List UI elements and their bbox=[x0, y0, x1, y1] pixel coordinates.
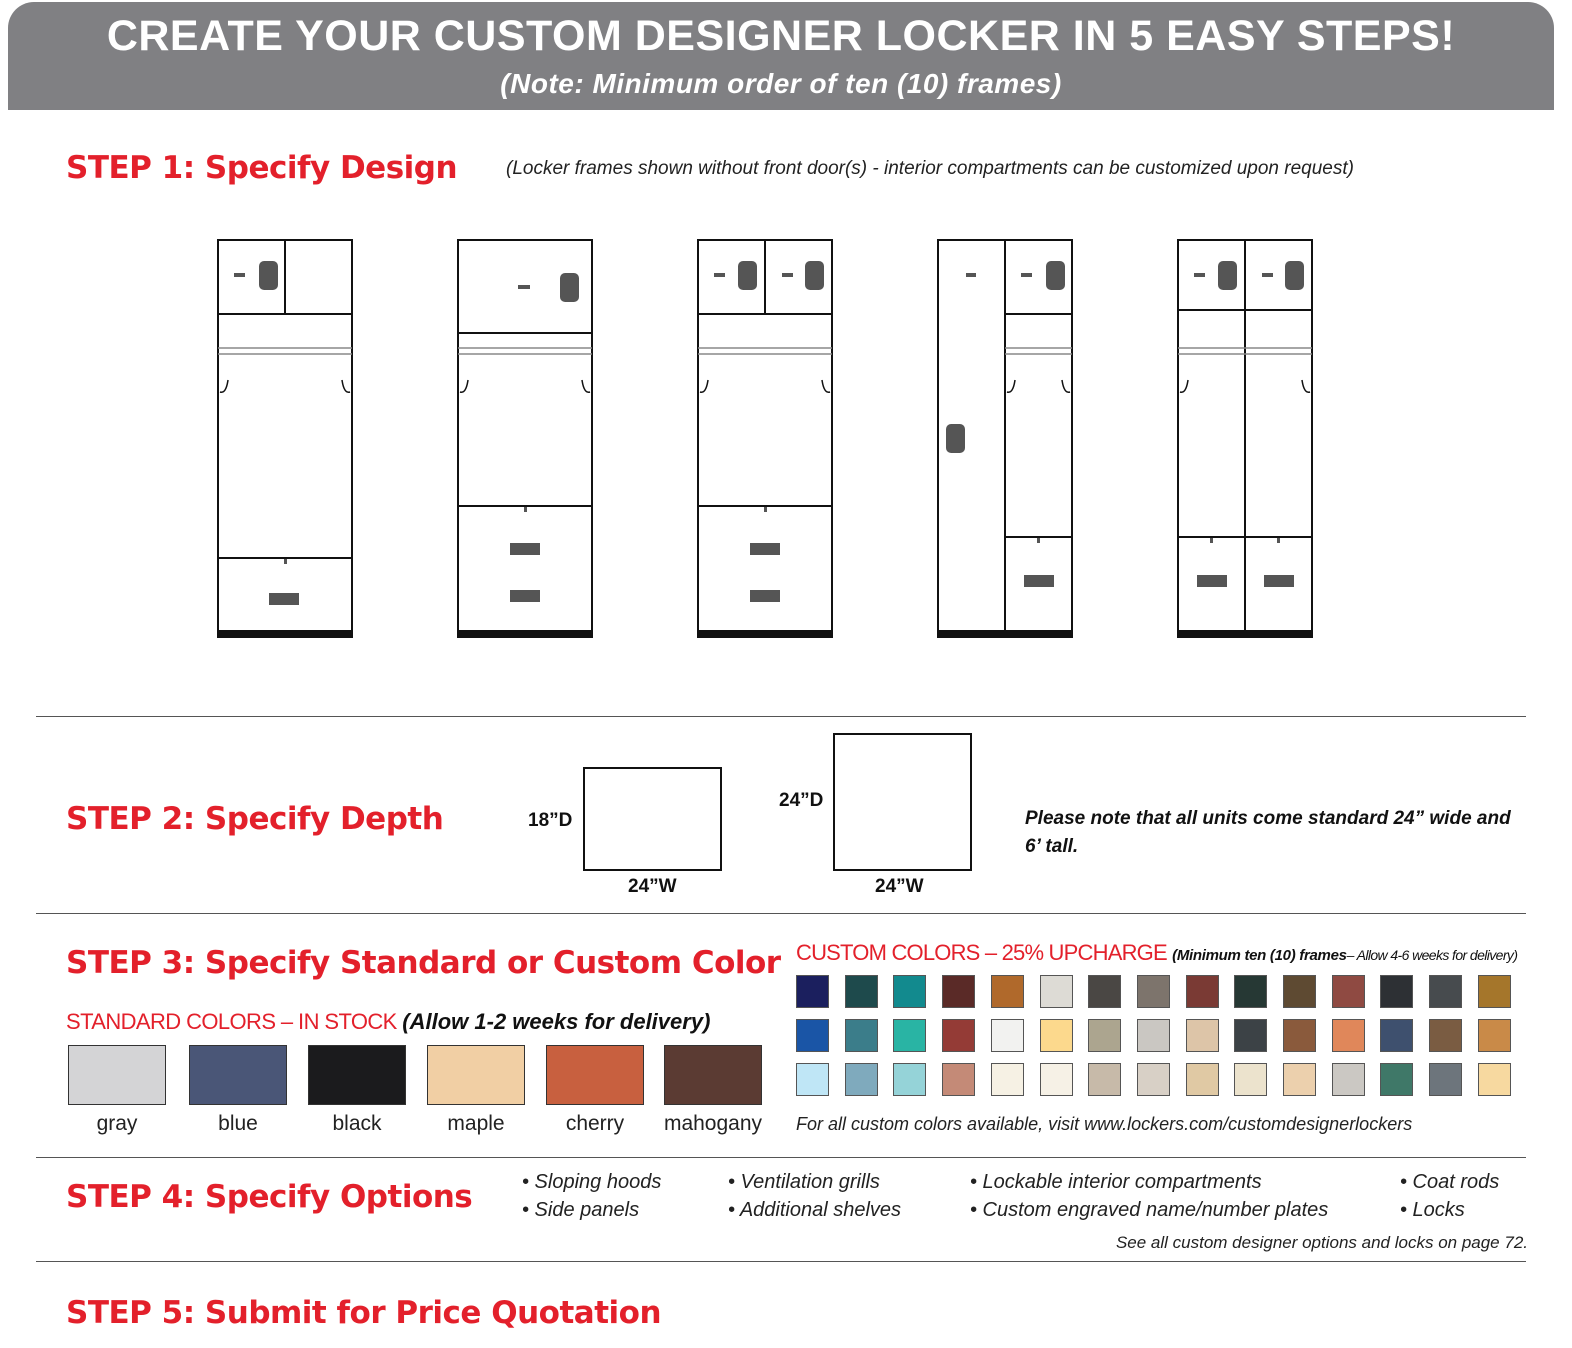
option-engraved-plates: • Custom engraved name/number plates bbox=[970, 1199, 1329, 1221]
custom-color-swatch[interactable] bbox=[991, 1063, 1024, 1096]
custom-color-swatch[interactable] bbox=[1137, 1019, 1170, 1052]
step4-title: STEP 4: Specify Options bbox=[66, 1179, 473, 1215]
depth-24-label: 24”D bbox=[779, 790, 824, 811]
custom-color-swatch[interactable] bbox=[1137, 975, 1170, 1008]
custom-color-swatch[interactable] bbox=[1234, 975, 1267, 1008]
standard-color-swatch-cherry[interactable] bbox=[546, 1045, 644, 1105]
option-locks: • Locks bbox=[1400, 1199, 1465, 1221]
divider bbox=[36, 1157, 1526, 1158]
custom-color-swatch[interactable] bbox=[991, 975, 1024, 1008]
custom-color-swatch[interactable] bbox=[1283, 1019, 1316, 1052]
custom-color-swatch[interactable] bbox=[796, 975, 829, 1008]
custom-colors-heading-text: CUSTOM COLORS – 25% UPCHARGE bbox=[796, 940, 1167, 965]
option-additional-shelves: • Additional shelves bbox=[728, 1199, 902, 1221]
standard-color-label: black bbox=[332, 1112, 382, 1135]
standard-color-swatch-blue[interactable] bbox=[189, 1045, 287, 1105]
standard-color-swatch-black[interactable] bbox=[308, 1045, 406, 1105]
custom-color-swatch[interactable] bbox=[991, 1019, 1024, 1052]
custom-color-swatch[interactable] bbox=[1186, 1063, 1219, 1096]
custom-color-swatch[interactable] bbox=[1234, 1019, 1267, 1052]
standard-colors-heading bbox=[66, 1009, 710, 1035]
custom-color-swatch[interactable] bbox=[893, 975, 926, 1008]
depth-18-label: 18”D bbox=[528, 810, 573, 831]
width-label-a: 24”W bbox=[628, 876, 677, 897]
custom-colors-link-note: For all custom colors available, visit www.lockers.com/customdesignerlockers bbox=[796, 1114, 1413, 1134]
custom-color-swatch[interactable] bbox=[1478, 1063, 1511, 1096]
locker-design-3[interactable] bbox=[697, 240, 833, 638]
custom-color-swatch[interactable] bbox=[1283, 1063, 1316, 1096]
custom-color-swatch[interactable] bbox=[1332, 1019, 1365, 1052]
custom-color-swatch[interactable] bbox=[942, 1019, 975, 1052]
step3-title: STEP 3: Specify Standard or Custom Color bbox=[66, 945, 781, 981]
custom-color-swatch[interactable] bbox=[1380, 1063, 1413, 1096]
locker-design-4[interactable] bbox=[937, 240, 1073, 638]
step1-note: (Locker frames shown without front door(s) - interior compartments can be customized upon request) bbox=[506, 158, 1354, 179]
custom-colors-heading bbox=[796, 940, 1517, 966]
options-page-reference: See all custom designer options and locks on page 72. bbox=[1115, 1233, 1528, 1252]
custom-color-swatch[interactable] bbox=[1186, 1019, 1219, 1052]
standard-colors-delivery-note: (Allow 1-2 weeks for delivery) bbox=[402, 1009, 711, 1034]
depth-option-18[interactable] bbox=[583, 767, 722, 871]
custom-color-swatch[interactable] bbox=[845, 975, 878, 1008]
step1-title: STEP 1: Specify Design bbox=[66, 150, 458, 186]
custom-color-swatch[interactable] bbox=[845, 1063, 878, 1096]
custom-colors-delivery-note: – Allow 4-6 weeks for delivery) bbox=[1346, 947, 1518, 963]
width-label-b: 24”W bbox=[875, 876, 924, 897]
option-side-panels: • Side panels bbox=[522, 1199, 640, 1221]
standard-color-swatch-maple[interactable] bbox=[427, 1045, 525, 1105]
custom-color-swatch[interactable] bbox=[1429, 1063, 1462, 1096]
custom-color-swatch[interactable] bbox=[893, 1019, 926, 1052]
custom-color-swatch[interactable] bbox=[1234, 1063, 1267, 1096]
standard-color-swatch-mahogany[interactable] bbox=[664, 1045, 762, 1105]
custom-color-swatch[interactable] bbox=[1088, 975, 1121, 1008]
page-title: CREATE YOUR CUSTOM DESIGNER LOCKER IN 5 EASY STEPS! bbox=[106, 12, 1456, 60]
locker-design-2[interactable] bbox=[457, 240, 593, 638]
standard-color-label: gray bbox=[96, 1112, 138, 1135]
divider bbox=[36, 1261, 1526, 1262]
option-sloping-hoods: • Sloping hoods bbox=[522, 1171, 662, 1193]
option-ventilation-grills: • Ventilation grills bbox=[728, 1171, 880, 1193]
custom-color-swatch[interactable] bbox=[1283, 975, 1316, 1008]
step2-title: STEP 2: Specify Depth bbox=[66, 801, 444, 837]
option-lockable-compartments: • Lockable interior compartments bbox=[970, 1171, 1262, 1193]
custom-color-swatch[interactable] bbox=[1380, 1019, 1413, 1052]
dimensions-note: Please note that all units come standard 24” wide and 6’ tall. bbox=[1025, 808, 1511, 857]
standard-color-label: cherry bbox=[565, 1112, 625, 1135]
minimum-order-note: (Note: Minimum order of ten (10) frames) bbox=[500, 68, 1062, 99]
custom-color-swatch[interactable] bbox=[845, 1019, 878, 1052]
custom-color-swatch[interactable] bbox=[1429, 975, 1462, 1008]
custom-color-swatch[interactable] bbox=[1478, 975, 1511, 1008]
divider bbox=[36, 913, 1526, 914]
custom-color-swatch[interactable] bbox=[1137, 1063, 1170, 1096]
custom-color-swatch[interactable] bbox=[1332, 975, 1365, 1008]
custom-color-swatch[interactable] bbox=[1040, 1063, 1073, 1096]
standard-color-swatch-gray[interactable] bbox=[68, 1045, 166, 1105]
custom-color-swatch[interactable] bbox=[1429, 1019, 1462, 1052]
custom-colors-minimum-note: (Minimum ten (10) frames bbox=[1172, 947, 1347, 964]
custom-color-swatch[interactable] bbox=[942, 975, 975, 1008]
locker-design-1[interactable] bbox=[217, 240, 353, 638]
custom-color-swatch[interactable] bbox=[796, 1019, 829, 1052]
step5-title: STEP 5: Submit for Price Quotation bbox=[66, 1295, 662, 1331]
standard-colors-heading-text: STANDARD COLORS – IN STOCK bbox=[66, 1009, 397, 1034]
standard-color-label: maple bbox=[447, 1112, 505, 1135]
custom-color-swatch[interactable] bbox=[1380, 975, 1413, 1008]
custom-color-swatch[interactable] bbox=[893, 1063, 926, 1096]
locker-design-5[interactable] bbox=[1177, 240, 1313, 638]
custom-color-swatch[interactable] bbox=[1040, 975, 1073, 1008]
custom-color-swatch[interactable] bbox=[1040, 1019, 1073, 1052]
standard-color-label: mahogany bbox=[663, 1112, 763, 1135]
custom-color-swatch[interactable] bbox=[1088, 1063, 1121, 1096]
custom-color-swatch[interactable] bbox=[796, 1063, 829, 1096]
custom-color-swatch[interactable] bbox=[942, 1063, 975, 1096]
custom-color-swatch[interactable] bbox=[1478, 1019, 1511, 1052]
custom-color-swatch[interactable] bbox=[1186, 975, 1219, 1008]
standard-color-label: blue bbox=[218, 1112, 258, 1135]
divider bbox=[36, 716, 1526, 717]
custom-color-swatch[interactable] bbox=[1332, 1063, 1365, 1096]
option-coat-rods: • Coat rods bbox=[1400, 1171, 1500, 1193]
depth-option-24[interactable] bbox=[833, 733, 972, 871]
custom-color-swatch[interactable] bbox=[1088, 1019, 1121, 1052]
